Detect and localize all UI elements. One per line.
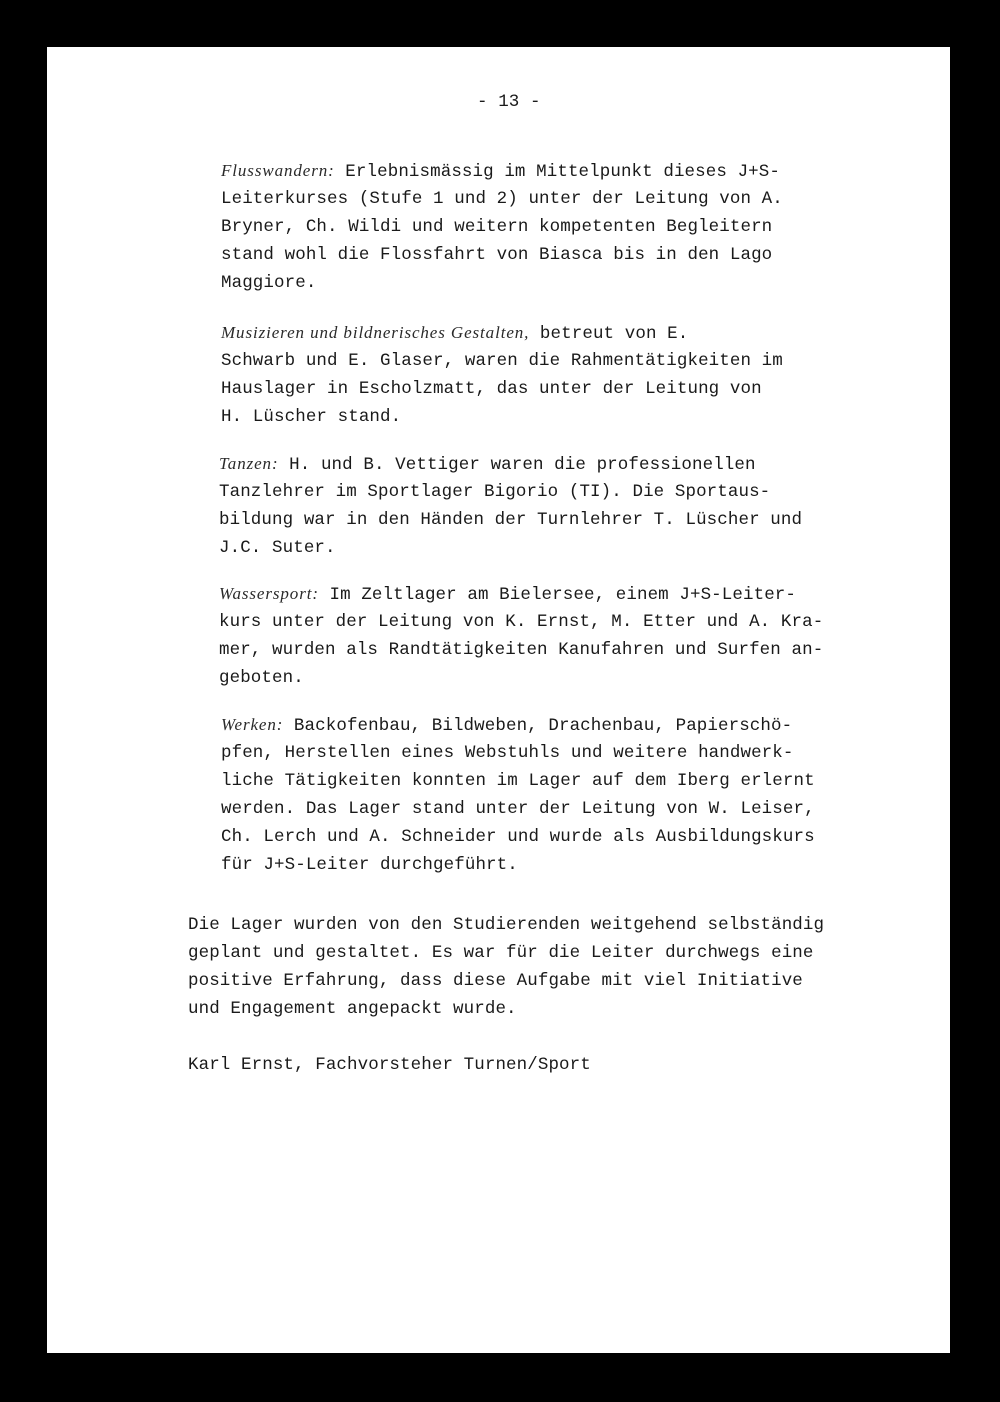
- text-line: [221, 711, 815, 739]
- text-line: liche Tätigkeiten konnten im Lager auf dem Iberg erlernt: [221, 771, 815, 791]
- section-heading: Wassersport:: [219, 584, 319, 603]
- text-line: pfen, Herstellen eines Webstuhls und weitere handwerk-: [221, 743, 794, 763]
- text-line: J.C. Suter.: [219, 538, 336, 558]
- text-line: Bryner, Ch. Wildi und weitern kompetenten Begleitern: [221, 217, 773, 237]
- document-page: [47, 47, 950, 1353]
- text-run: H. und B. Vettiger waren die professionellen: [278, 455, 756, 475]
- text-line: Die Lager wurden von den Studierenden weitgehend selbständig: [188, 915, 825, 935]
- text-line: Ch. Lerch und A. Schneider und wurde als Ausbildungskurs: [221, 827, 815, 847]
- text-run: Erlebnismässig im Mittelpunkt dieses J+S-: [334, 162, 780, 182]
- section-heading: Werken:: [221, 715, 284, 734]
- paragraph-musizieren: [221, 319, 783, 431]
- text-line: geplant und gestaltet. Es war für die Leiter durchwegs eine: [188, 943, 814, 963]
- text-line: Maggiore.: [221, 273, 317, 293]
- text-line: Hauslager in Escholzmatt, das unter der Leitung von: [221, 379, 762, 399]
- text-line: werden. Das Lager stand unter der Leitung von W. Leiser,: [221, 799, 815, 819]
- page-number: - 13 -: [477, 92, 541, 112]
- text-line: Schwarb und E. Glaser, waren die Rahmentätigkeiten im: [221, 351, 783, 371]
- text-line: [219, 580, 823, 608]
- text-line: stand wohl die Flossfahrt von Biasca bis in den Lago: [221, 245, 773, 265]
- text-line: Tanzlehrer im Sportlager Bigorio (TI). Die Sportaus-: [219, 482, 771, 502]
- text-run: betreut von E.: [529, 324, 689, 344]
- signature-line: Karl Ernst, Fachvorsteher Turnen/Sport: [188, 1055, 591, 1075]
- text-line: und Engagement angepackt wurde.: [188, 999, 517, 1019]
- text-run: Im Zeltlager am Bielersee, einem J+S-Leiter-: [318, 585, 796, 605]
- text-line: [221, 157, 783, 185]
- text-line: für J+S-Leiter durchgeführt.: [221, 855, 518, 875]
- text-run: Backofenbau, Bildweben, Drachenbau, Papierschö-: [283, 716, 793, 736]
- section-heading: Musizieren und bildnerisches Gestalten,: [221, 323, 530, 342]
- closing-paragraph: [188, 911, 824, 1023]
- text-line: bildung war in den Händen der Turnlehrer T. Lüscher und: [219, 510, 803, 530]
- text-line: [221, 319, 783, 347]
- paragraph-wassersport: [219, 580, 823, 692]
- paragraph-tanzen: [219, 450, 802, 562]
- text-line: positive Erfahrung, dass diese Aufgabe mit viel Initiative: [188, 971, 803, 991]
- text-line: H. Lüscher stand.: [221, 407, 402, 427]
- text-line: geboten.: [219, 668, 304, 688]
- section-heading: Tanzen:: [219, 454, 279, 473]
- text-line: [219, 450, 802, 478]
- text-line: Leiterkurses (Stufe 1 und 2) unter der Leitung von A.: [221, 189, 783, 209]
- paragraph-flusswandern: [221, 157, 783, 297]
- section-heading: Flusswandern:: [221, 161, 335, 180]
- text-line: kurs unter der Leitung von K. Ernst, M. Etter und A. Kra-: [219, 612, 824, 632]
- paragraph-werken: [221, 711, 815, 879]
- text-line: mer, wurden als Randtätigkeiten Kanufahren und Surfen an-: [219, 640, 824, 660]
